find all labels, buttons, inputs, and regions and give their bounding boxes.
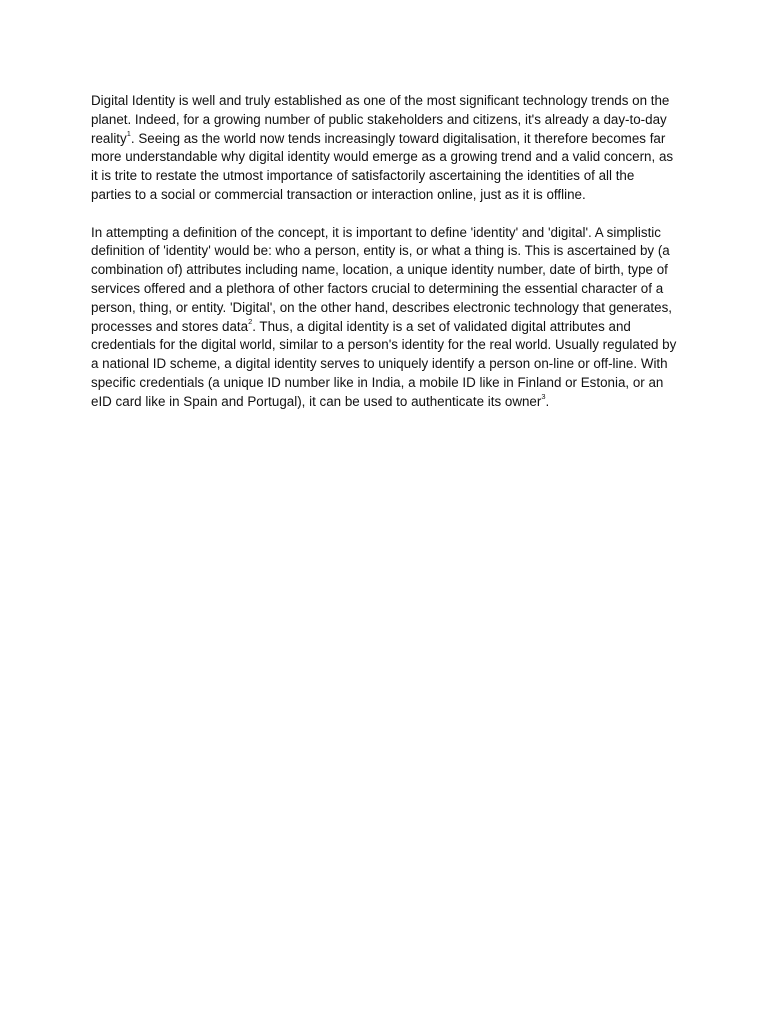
- paragraph-2-text-2: . Thus, a digital identity is a set of validated digital attributes and credentials for the digital world, similar to a person's identity for the real world. Usually regulated by a national ID scheme, a digital identity serves to uniquely identify a person on-line or off-line. With specific credentials (a unique ID number like in India, a mobile ID like in Finland or Estonia, or an eID card like in Spain and Portugal), it can be used to authenticate its owner: [91, 318, 677, 409]
- footnote-ref-2[interactable]: 2: [248, 317, 253, 327]
- footnote-ref-1[interactable]: 1: [126, 129, 131, 139]
- paragraph-1: [91, 92, 677, 205]
- document-body: [91, 92, 677, 430]
- paragraph-2-text-1: In attempting a definition of the concept, it is important to define 'identity' and 'digital'. A simplistic definition of 'identity' would be: who a person, entity is, or what a thing is. This is ascertained by (a combination of) attributes including name, location, a unique identity number, date of birth, type of services offered and a plethora of other factors crucial to determining the essential character of a person, thing, or entity. 'Digital', on the other hand, describes electronic technology that generates, processes and stores data: [91, 224, 673, 334]
- paragraph-2: [91, 224, 677, 412]
- paragraph-1-text-1: Digital Identity is well and truly established as one of the most significant technology trends on the planet. Indeed, for a growing number of public stakeholders and citizens, it's already a day-to-day reality: [91, 93, 670, 146]
- paragraph-1-text-2: . Seeing as the world now tends increasingly toward digitalisation, it therefore becomes far more understandable why digital identity would emerge as a growing trend and a valid concern, as it is trite to restate the utmost importance of satisfactorily ascertaining the identities of all the parties to a social or commercial transaction or interaction online, just as it is offline.: [91, 130, 674, 202]
- paragraph-2-text-3: .: [545, 393, 550, 409]
- footnote-ref-3[interactable]: 3: [541, 392, 546, 402]
